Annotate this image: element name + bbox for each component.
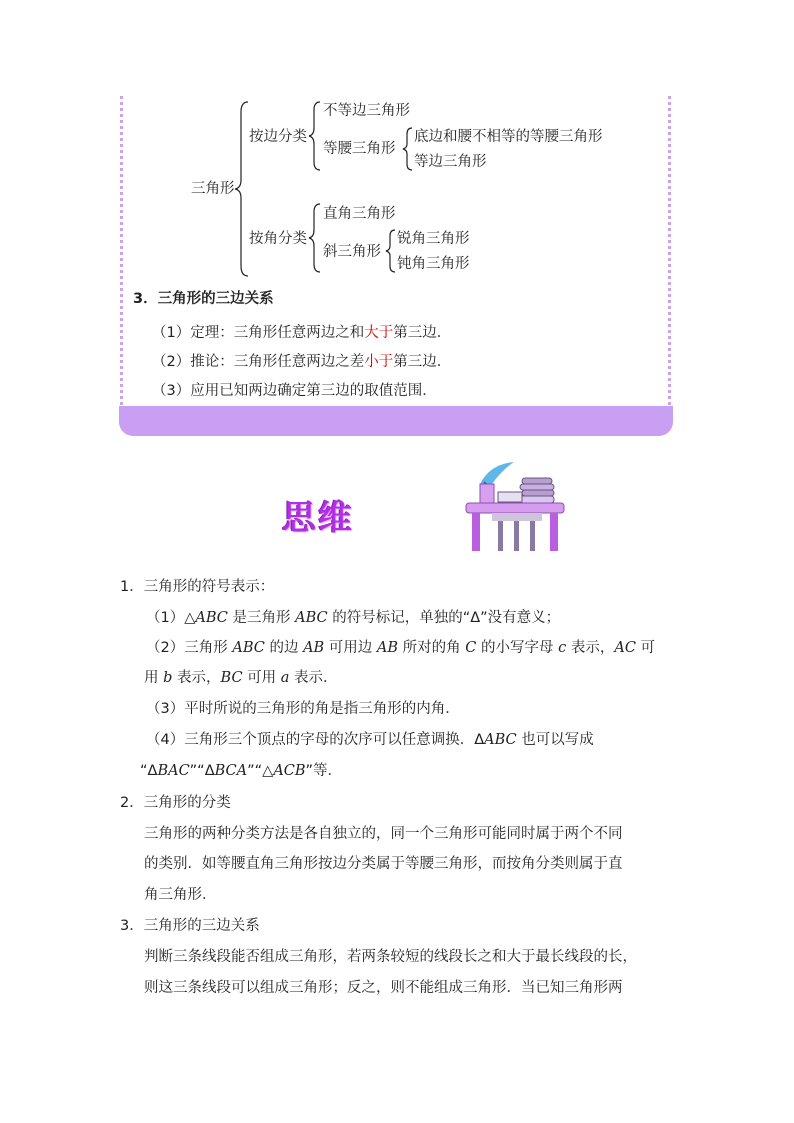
math: BC <box>220 670 243 686</box>
item1-text: （1）定理：三角形任意两边之和 <box>152 325 365 341</box>
note3-line1: 判断三条线段能否组成三角形，若两条较短的线段长之和大于最长线段的长， <box>144 949 637 965</box>
text: （4）三角形三个顶点的字母的次序可以任意调换．Δ <box>146 732 485 748</box>
math: C <box>465 640 477 656</box>
tree-oblique-sub2: 钝角三角形 <box>397 256 470 272</box>
note1-item2-line2 <box>144 668 338 688</box>
text: 可 <box>635 640 656 656</box>
section3-item2 <box>152 352 451 372</box>
math: AC <box>614 640 636 656</box>
item2-highlight: 小于 <box>364 354 394 370</box>
text: 表示， <box>566 640 615 656</box>
math: AB <box>376 640 399 656</box>
section3-title: 3．三角形的三边关系 <box>133 291 274 307</box>
tree-root: 三角形 <box>191 181 235 197</box>
text: ”“Δ <box>189 763 215 779</box>
box-left-border <box>120 96 123 408</box>
math: ABC <box>232 640 265 656</box>
tree-angle-brace <box>308 202 322 274</box>
text: 用 <box>144 670 164 686</box>
tree-oblique-brace <box>385 228 397 274</box>
tree-angle-oblique: 斜三角形 <box>323 244 381 260</box>
note1-item1 <box>146 608 560 628</box>
item2-text: （2）推论：三角形任意两边之差 <box>152 354 365 370</box>
tree-angle-label: 按角分类 <box>249 231 307 247</box>
tree-side-label: 按边分类 <box>249 129 307 145</box>
box-bottom-band <box>119 406 673 436</box>
note3-title: 3．三角形的三边关系 <box>120 918 260 934</box>
text: ”“△ <box>247 763 274 779</box>
tree-iso-sub2: 等边三角形 <box>414 154 487 170</box>
tree-side-brace <box>308 100 322 172</box>
math: c <box>558 640 567 656</box>
desk-with-books-and-quill-icon <box>462 458 568 554</box>
text: 可用 <box>242 670 281 686</box>
text: 也可以写成 <box>516 732 594 748</box>
item2-text-end: 第三边． <box>393 354 452 370</box>
tree-root-brace <box>234 100 250 280</box>
math: BAC <box>157 763 190 779</box>
item1-highlight: 大于 <box>364 325 394 341</box>
text: 的符号标记，单独的“ <box>327 610 471 626</box>
note1-item4-line1 <box>146 730 594 750</box>
box-right-border <box>668 96 671 408</box>
banner-title: 思维 <box>282 498 354 538</box>
note2-title: 2．三角形的分类 <box>120 795 231 811</box>
math: ACB <box>273 763 306 779</box>
section3-item3: （3）应用已知两边确定第三边的取值范围． <box>152 383 437 399</box>
tree-side-scalene: 不等边三角形 <box>323 103 410 119</box>
text: ”等． <box>305 763 343 779</box>
text: “Δ <box>140 763 158 779</box>
note1-item3: （3）平时所说的三角形的角是指三角形的内角． <box>146 701 460 717</box>
note2-line3: 角三角形． <box>144 887 217 903</box>
math: a <box>280 670 290 686</box>
math: Δ <box>470 610 481 626</box>
math: BCA <box>214 763 248 779</box>
tree-iso-brace <box>402 126 414 172</box>
text: 的小写字母 <box>476 640 559 656</box>
note1-item4-line2 <box>140 761 342 781</box>
note2-line1: 三角形的两种分类方法是各自独立的，同一个三角形可能同时属于两个不同 <box>144 826 623 842</box>
note2-line2: 的类别．如等腰直角三角形按边分类属于等腰三角形，而按角分类则属于直 <box>144 856 623 872</box>
note1-title: 1．三角形的符号表示： <box>120 579 275 595</box>
math: ABC <box>484 732 517 748</box>
math: ABC <box>295 610 328 626</box>
text: 是三角形 <box>227 610 296 626</box>
text: 所对的角 <box>398 640 466 656</box>
item1-text-end: 第三边． <box>393 325 452 341</box>
math: b <box>163 670 173 686</box>
note1-item2-line1 <box>146 638 655 658</box>
text: （1）△ <box>146 610 196 626</box>
text: 表示． <box>289 670 338 686</box>
text: （2）三角形 <box>146 640 233 656</box>
text: 可用边 <box>324 640 377 656</box>
note3-line2: 则这三条线段可以组成三角形；反之，则不能组成三角形．当已知三角形两 <box>144 980 623 996</box>
tree-side-isosceles: 等腰三角形 <box>323 141 396 157</box>
tree-oblique-sub1: 锐角三角形 <box>397 231 470 247</box>
text: 表示， <box>172 670 221 686</box>
text: ”没有意义； <box>480 610 561 626</box>
math: ABC <box>195 610 228 626</box>
tree-angle-right: 直角三角形 <box>323 206 396 222</box>
math: AB <box>303 640 325 656</box>
text: 的边 <box>264 640 304 656</box>
section3-item1 <box>152 323 451 343</box>
tree-iso-sub1: 底边和腰不相等的等腰三角形 <box>414 129 603 145</box>
